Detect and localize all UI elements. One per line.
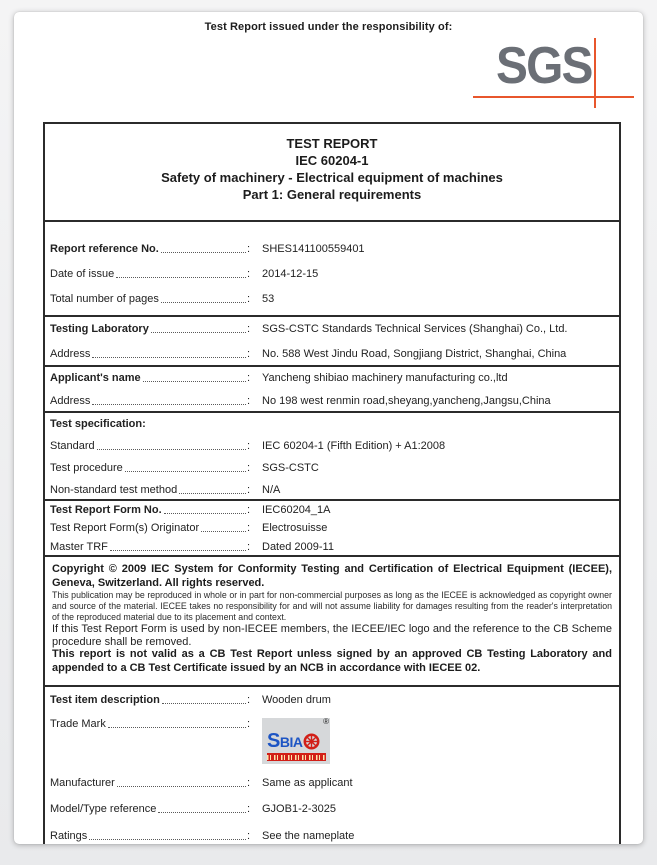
trademark-logo	[262, 718, 330, 764]
dotted-leader	[151, 332, 246, 333]
field-label: Total number of pages	[50, 293, 159, 305]
field-testing-laboratory: Testing Laboratory : SGS-CSTC Standards Technical Services (Shanghai) Co., Ltd.	[45, 317, 619, 342]
field-label: Address	[50, 348, 91, 360]
field-model-type: Model/Type reference : GJOB1-2-3025	[45, 796, 619, 823]
field-manufacturer: Manufacturer : Same as applicant	[45, 770, 619, 796]
field-ratings: Ratings : See the nameplate	[45, 823, 619, 844]
dotted-leader	[201, 531, 246, 532]
responsibility-note: Test Report issued under the responsibility of:	[204, 21, 453, 33]
field-value: Wooden drum	[262, 694, 331, 706]
field-applicant-name: Applicant's name : Yancheng shibiao machinery manufacturing co.,ltd	[45, 367, 619, 390]
copyright-section	[45, 555, 619, 685]
field-label: Model/Type reference	[50, 803, 157, 815]
dotted-leader	[125, 471, 246, 472]
field-value: Same as applicant	[262, 776, 353, 789]
field-laboratory-address: Address : No. 588 West Jindu Road, Songjiang District, Shanghai, China	[45, 342, 619, 367]
field-label: Report reference No.	[50, 243, 159, 255]
test-report-form-section	[45, 499, 619, 555]
field-label: Ratings	[50, 830, 88, 842]
field-label: Manufacturer	[50, 776, 115, 789]
field-label: Applicant's name	[50, 372, 141, 384]
report-standard-number: IEC 60204-1	[295, 153, 369, 168]
field-test-item-description: Test item description : Wooden drum	[45, 687, 619, 714]
field-form-no: Test Report Form No. : IEC60204_1A	[45, 501, 619, 520]
report-table	[43, 122, 621, 844]
sgs-wordmark: SGS	[496, 37, 592, 95]
field-value	[250, 718, 611, 764]
field-value: Electrosuisse	[262, 522, 328, 535]
dotted-leader	[143, 381, 246, 382]
field-value: SGS-CSTC	[262, 461, 319, 474]
dotted-leader	[92, 404, 246, 405]
dotted-leader	[92, 357, 246, 358]
field-label: Standard	[50, 439, 95, 452]
field-trade-mark: Trade Mark : ® SBIA	[45, 714, 619, 770]
field-label: Testing Laboratory	[50, 323, 149, 335]
registered-trademark-icon: ®	[323, 718, 329, 726]
dotted-leader	[179, 493, 246, 494]
dotted-leader	[164, 513, 246, 514]
dotted-leader	[161, 252, 246, 253]
field-test-procedure: Test procedure : SGS-CSTC	[45, 457, 619, 479]
field-value: No. 588 West Jindu Road, Songjiang District, Shanghai, China	[262, 348, 567, 360]
field-value: IEC60204_1A	[262, 503, 331, 516]
sgs-logo	[14, 12, 643, 112]
trademark-character-band	[267, 753, 326, 761]
dotted-leader	[110, 550, 246, 551]
sgs-logo-vertical-line	[594, 38, 596, 108]
field-value: Dated 2009-11	[262, 540, 334, 553]
copyright-notice: Copyright © 2009 IEC System for Conformity Testing and Certification of Electrical Equipment (IECEE), Geneva, Switzerland. All rights reserved.	[52, 563, 612, 589]
field-standard: Standard : IEC 60204-1 (Fifth Edition) + A1:2008	[45, 435, 619, 457]
testing-laboratory-section	[45, 315, 619, 365]
report-subtitle: Safety of machinery - Electrical equipment of machines	[161, 170, 503, 185]
report-title: TEST REPORT	[286, 136, 378, 151]
field-value: 2014-12-15	[262, 268, 319, 280]
copyright-fine-print: This publication may be reproduced in whole or in part for non-commercial purposes as long as the IECEE is acknowledged as copyright owner and source of the material. IECEE takes no responsibility for and will not assume liability for damages resulting from the reader's interpretation of the reproduced material due to its placement and context.	[52, 590, 612, 622]
field-master-trf: Master TRF : Dated 2009-11	[45, 538, 619, 557]
field-non-standard-method: Non-standard test method : N/A	[45, 479, 619, 501]
trademark-brand-text: SBIA	[267, 730, 303, 752]
field-label: Trade Mark	[50, 718, 106, 730]
dotted-leader	[161, 302, 246, 303]
red-wheel-icon	[303, 733, 320, 750]
field-applicant-address: Address : No 198 west renmin road,sheyang,yancheng,Jangsu,China	[45, 390, 619, 413]
field-value: GJOB1-2-3025	[262, 803, 336, 815]
field-date-of-issue: Date of issue : 2014-12-15	[45, 262, 619, 287]
report-part: Part 1: General requirements	[242, 187, 422, 202]
field-value: 53	[262, 293, 275, 305]
dotted-leader	[117, 786, 246, 787]
test-specification-section	[45, 411, 619, 499]
field-report-reference: Report reference No. : SHES141100559401	[45, 237, 619, 262]
dotted-leader	[89, 839, 246, 840]
field-label: Test Report Form(s) Originator	[50, 522, 200, 535]
field-value: IEC 60204-1 (Fifth Edition) + A1:2008	[262, 439, 446, 452]
test-specification-heading: Test specification:	[50, 418, 146, 430]
field-value: No 198 west renmin road,sheyang,yancheng,Jangsu,China	[262, 395, 551, 407]
field-label: Test Report Form No.	[50, 503, 162, 516]
test-item-section	[45, 685, 619, 844]
report-page	[14, 12, 643, 844]
dotted-leader	[97, 449, 246, 450]
field-label: Date of issue	[50, 268, 115, 280]
report-info-section	[45, 220, 619, 315]
field-form-originator: Test Report Form(s) Originator : Electrosuisse	[45, 520, 619, 539]
field-label: Address	[50, 395, 91, 407]
field-label: Master TRF	[50, 540, 108, 553]
copyright-removal-note: If this Test Report Form is used by non-IECEE members, the IECEE/IEC logo and the reference to the CB Scheme procedure shall be removed.	[52, 623, 612, 648]
field-value: SHES141100559401	[262, 243, 365, 255]
field-value: Yancheng shibiao machinery manufacturing co.,ltd	[262, 372, 508, 384]
field-value: N/A	[262, 483, 281, 496]
copyright-validity-note: This report is not valid as a CB Test Report unless signed by an approved CB Testing Laboratory and appended to a CB Test Certificate issued by an NCB in accordance with IECEE 02.	[52, 648, 612, 674]
field-value: See the nameplate	[262, 830, 355, 842]
field-total-pages: Total number of pages : 53	[45, 287, 619, 312]
field-value: SGS-CSTC Standards Technical Services (Shanghai) Co., Ltd.	[262, 323, 568, 335]
field-label: Test item description	[50, 694, 160, 706]
field-label: Non-standard test method	[50, 483, 178, 496]
field-label: Test procedure	[50, 461, 123, 474]
dotted-leader	[158, 812, 246, 813]
title-block	[45, 124, 619, 220]
dotted-leader	[108, 727, 246, 728]
dotted-leader	[162, 703, 246, 704]
dotted-leader	[116, 277, 246, 278]
sgs-logo-horizontal-line	[473, 96, 634, 98]
applicant-section	[45, 365, 619, 411]
